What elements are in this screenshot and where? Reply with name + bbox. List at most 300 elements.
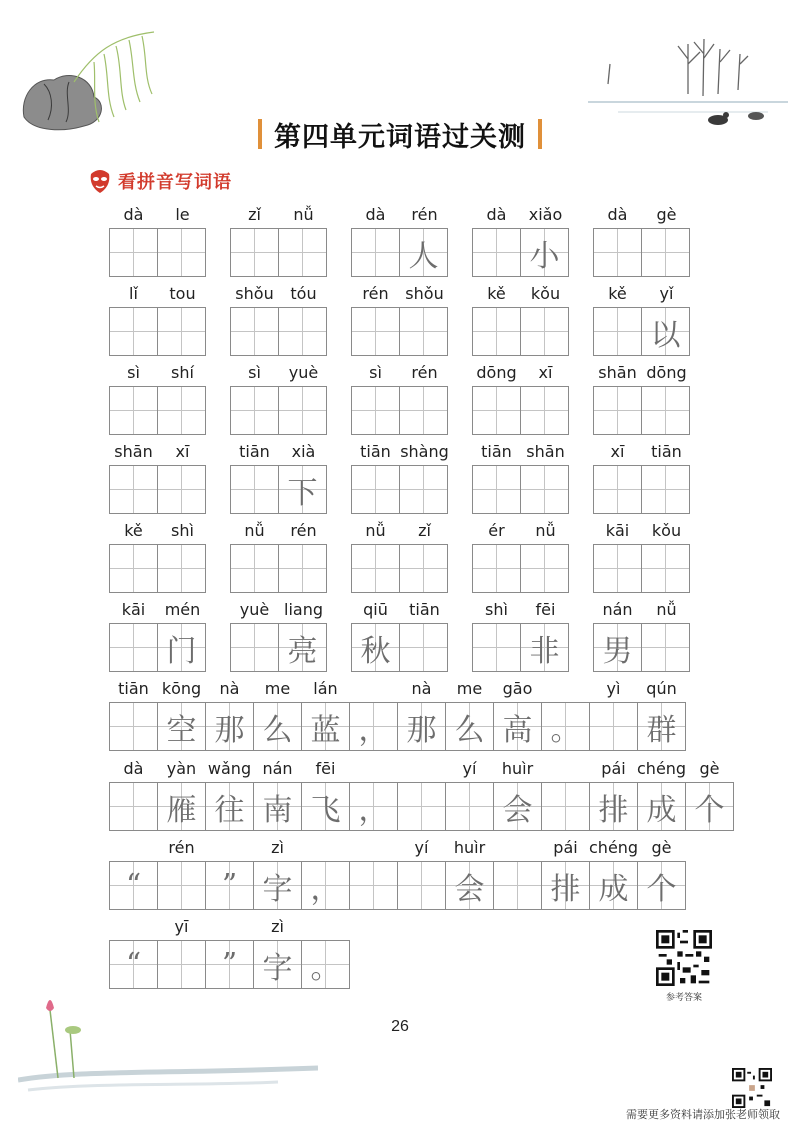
pinyin-syllable: pái bbox=[553, 838, 578, 857]
pinyin-row bbox=[472, 599, 570, 623]
pinyin-row bbox=[351, 283, 449, 307]
hint-character: 那 bbox=[214, 712, 245, 748]
hint-character bbox=[446, 783, 493, 830]
pinyin-syllable: dà bbox=[607, 205, 628, 224]
writing-box[interactable] bbox=[493, 861, 542, 910]
pinyin-row bbox=[109, 441, 207, 465]
writing-box[interactable] bbox=[230, 307, 279, 356]
writing-box[interactable] bbox=[205, 782, 254, 831]
hint-character: 么 bbox=[454, 712, 485, 748]
pinyin-syllable: shǒu bbox=[235, 284, 274, 303]
pinyin-syllable: tiān bbox=[118, 679, 149, 698]
pinyin-syllable: ér bbox=[488, 521, 505, 540]
pinyin-syllable: chéng bbox=[589, 838, 639, 857]
hint-character bbox=[231, 624, 278, 671]
writing-box[interactable] bbox=[399, 228, 448, 277]
hint-character bbox=[642, 545, 689, 592]
word-item bbox=[109, 520, 207, 544]
writing-box[interactable] bbox=[205, 861, 254, 910]
writing-box[interactable] bbox=[541, 861, 590, 910]
writing-box[interactable] bbox=[472, 228, 521, 277]
writing-box[interactable] bbox=[399, 386, 448, 435]
writing-box[interactable] bbox=[109, 861, 158, 910]
writing-box[interactable] bbox=[253, 702, 302, 751]
pinyin-syllable: kōng bbox=[161, 679, 202, 698]
pinyin-syllable: me bbox=[264, 679, 291, 698]
word-item bbox=[593, 362, 691, 386]
writing-box[interactable] bbox=[589, 861, 638, 910]
writing-box[interactable] bbox=[641, 465, 690, 514]
hint-character bbox=[158, 229, 205, 276]
hint-character bbox=[279, 308, 326, 355]
writing-box[interactable] bbox=[157, 623, 206, 672]
pinyin-row bbox=[230, 599, 328, 623]
writing-box[interactable] bbox=[157, 465, 206, 514]
writing-box[interactable] bbox=[593, 465, 642, 514]
writing-box[interactable] bbox=[637, 782, 686, 831]
pinyin-syllable: yàn bbox=[166, 759, 197, 778]
writing-box[interactable] bbox=[593, 228, 642, 277]
hint-character bbox=[110, 308, 157, 355]
pinyin-syllable: rén bbox=[290, 521, 317, 540]
writing-box[interactable] bbox=[109, 228, 158, 277]
footer-note: 需要更多资料请添加张老师领取 bbox=[626, 1108, 780, 1121]
pinyin-syllable: fēi bbox=[315, 759, 336, 778]
writing-box[interactable] bbox=[349, 861, 398, 910]
hint-character: 字 bbox=[262, 871, 293, 907]
pinyin-syllable: yí bbox=[462, 759, 477, 778]
hint-character bbox=[473, 308, 520, 355]
pinyin-row bbox=[593, 599, 691, 623]
hint-character bbox=[110, 624, 157, 671]
writing-box[interactable] bbox=[493, 782, 542, 831]
writing-box[interactable] bbox=[351, 228, 400, 277]
writing-box[interactable] bbox=[493, 702, 542, 751]
writing-box[interactable] bbox=[637, 702, 686, 751]
writing-box[interactable] bbox=[230, 623, 279, 672]
pinyin-row bbox=[230, 441, 328, 465]
writing-box[interactable] bbox=[445, 702, 494, 751]
writing-box[interactable] bbox=[109, 544, 158, 593]
hint-character: 以 bbox=[650, 317, 681, 353]
pinyin-syllable: sì bbox=[248, 363, 261, 382]
pinyin-syllable: tiān bbox=[360, 442, 391, 461]
pinyin-syllable: gè bbox=[699, 759, 720, 778]
pinyin-syllable: dà bbox=[486, 205, 507, 224]
hint-character: 雁 bbox=[166, 792, 197, 828]
word-item bbox=[109, 441, 207, 465]
pinyin-syllable: yǐ bbox=[659, 284, 674, 303]
hint-character bbox=[594, 308, 641, 355]
pinyin-syllable: gāo bbox=[502, 679, 533, 698]
writing-box[interactable] bbox=[399, 465, 448, 514]
writing-box[interactable] bbox=[472, 465, 521, 514]
hint-character bbox=[473, 624, 520, 671]
pinyin-row bbox=[230, 204, 328, 228]
pinyin-row bbox=[593, 441, 691, 465]
pinyin-row bbox=[351, 204, 449, 228]
word-item bbox=[109, 283, 207, 307]
hint-character: 么 bbox=[262, 712, 293, 748]
hint-character: 男 bbox=[602, 633, 633, 669]
writing-box[interactable] bbox=[278, 386, 327, 435]
hint-character bbox=[400, 387, 447, 434]
writing-box[interactable] bbox=[253, 782, 302, 831]
hint-character bbox=[158, 387, 205, 434]
hint-character: 亮 bbox=[287, 633, 318, 669]
hint-character bbox=[473, 466, 520, 513]
writing-box[interactable] bbox=[520, 623, 569, 672]
writing-box[interactable] bbox=[230, 465, 279, 514]
writing-box[interactable] bbox=[641, 386, 690, 435]
answer-qr-code[interactable] bbox=[656, 930, 712, 986]
pinyin-syllable: shān bbox=[526, 442, 565, 461]
hint-character bbox=[594, 229, 641, 276]
writing-box[interactable] bbox=[109, 307, 158, 356]
writing-box[interactable] bbox=[157, 228, 206, 277]
hint-character: 那 bbox=[406, 712, 437, 748]
writing-box[interactable] bbox=[109, 623, 158, 672]
word-item bbox=[230, 283, 328, 307]
writing-box[interactable] bbox=[397, 702, 446, 751]
writing-box[interactable] bbox=[593, 544, 642, 593]
writing-box[interactable] bbox=[593, 623, 642, 672]
writing-box[interactable] bbox=[157, 861, 206, 910]
writing-box[interactable] bbox=[109, 702, 158, 751]
hint-character bbox=[594, 387, 641, 434]
hint-character: 群 bbox=[646, 712, 677, 748]
writing-box[interactable] bbox=[301, 782, 350, 831]
pinyin-syllable: sì bbox=[127, 363, 140, 382]
hint-character bbox=[279, 387, 326, 434]
pinyin-syllable: nǚ bbox=[293, 205, 314, 224]
pinyin-syllable: dà bbox=[365, 205, 386, 224]
hint-character bbox=[494, 862, 541, 909]
hint-character: 个 bbox=[694, 792, 725, 828]
hint-character bbox=[110, 783, 157, 830]
pinyin-syllable: rén bbox=[168, 838, 195, 857]
writing-box[interactable] bbox=[641, 623, 690, 672]
word-item bbox=[472, 441, 570, 465]
writing-box[interactable] bbox=[641, 544, 690, 593]
hint-character bbox=[521, 387, 568, 434]
pinyin-row bbox=[109, 362, 207, 386]
pinyin-syllable: nǚ bbox=[535, 521, 556, 540]
hint-character bbox=[400, 466, 447, 513]
writing-box[interactable] bbox=[301, 940, 350, 989]
hint-character bbox=[542, 783, 589, 830]
pinyin-syllable: yuè bbox=[239, 600, 270, 619]
writing-box[interactable] bbox=[157, 544, 206, 593]
pinyin-row bbox=[109, 204, 207, 228]
section-header bbox=[88, 166, 232, 196]
writing-box[interactable] bbox=[157, 307, 206, 356]
hint-character: 。 bbox=[310, 950, 341, 986]
writing-box[interactable] bbox=[109, 465, 158, 514]
writing-box[interactable] bbox=[541, 782, 590, 831]
pinyin-syllable: gè bbox=[656, 205, 677, 224]
writing-box[interactable] bbox=[541, 702, 590, 751]
title-area bbox=[0, 112, 800, 156]
writing-box[interactable] bbox=[205, 940, 254, 989]
writing-box[interactable] bbox=[397, 782, 446, 831]
pinyin-syllable: nán bbox=[602, 600, 633, 619]
title-bar-right bbox=[538, 119, 542, 149]
word-item bbox=[472, 283, 570, 307]
word-item bbox=[593, 599, 691, 669]
pinyin-syllable: fēi bbox=[535, 600, 556, 619]
hint-character bbox=[231, 387, 278, 434]
writing-box[interactable] bbox=[589, 702, 638, 751]
hint-character: 成 bbox=[598, 871, 629, 907]
writing-box[interactable] bbox=[589, 782, 638, 831]
pinyin-row bbox=[593, 362, 691, 386]
writing-box[interactable] bbox=[637, 861, 686, 910]
hint-character bbox=[400, 624, 447, 671]
pinyin-row bbox=[109, 283, 207, 307]
hint-character: 排 bbox=[598, 792, 629, 828]
hint-character bbox=[473, 387, 520, 434]
writing-box[interactable] bbox=[157, 782, 206, 831]
hint-character bbox=[231, 466, 278, 513]
pinyin-syllable: wǎng bbox=[207, 759, 252, 778]
pinyin-syllable: shì bbox=[485, 600, 508, 619]
writing-box[interactable] bbox=[445, 861, 494, 910]
hint-character: 飞 bbox=[310, 792, 341, 828]
hint-character: 人 bbox=[408, 238, 439, 274]
writing-box[interactable] bbox=[253, 861, 302, 910]
pinyin-syllable: nǚ bbox=[656, 600, 677, 619]
hint-character bbox=[400, 308, 447, 355]
writing-box[interactable] bbox=[397, 861, 446, 910]
hint-character bbox=[398, 862, 445, 909]
hint-character bbox=[352, 387, 399, 434]
writing-box[interactable] bbox=[253, 940, 302, 989]
writing-box[interactable] bbox=[399, 544, 448, 593]
writing-box[interactable] bbox=[520, 465, 569, 514]
pinyin-syllable: xiǎo bbox=[528, 205, 563, 224]
pinyin-row bbox=[593, 204, 691, 228]
writing-box[interactable] bbox=[278, 307, 327, 356]
hint-character bbox=[398, 783, 445, 830]
word-item bbox=[472, 520, 570, 544]
writing-box[interactable] bbox=[351, 623, 400, 672]
writing-box[interactable] bbox=[109, 782, 158, 831]
hint-character: ” bbox=[221, 947, 238, 982]
pinyin-syllable: tiān bbox=[651, 442, 682, 461]
word-item bbox=[230, 204, 328, 228]
pinyin-syllable: nǚ bbox=[365, 521, 386, 540]
word-item bbox=[472, 599, 570, 669]
pinyin-syllable: kě bbox=[487, 284, 506, 303]
word-item bbox=[230, 362, 328, 386]
hint-character: 会 bbox=[502, 792, 533, 828]
hint-character bbox=[110, 703, 157, 750]
writing-box[interactable] bbox=[472, 544, 521, 593]
pinyin-syllable: zǐ bbox=[418, 521, 431, 540]
writing-box[interactable] bbox=[399, 307, 448, 356]
writing-box[interactable] bbox=[351, 465, 400, 514]
word-item bbox=[351, 362, 449, 386]
writing-box[interactable] bbox=[641, 228, 690, 277]
writing-box[interactable] bbox=[157, 386, 206, 435]
writing-box[interactable] bbox=[520, 544, 569, 593]
writing-box[interactable] bbox=[520, 307, 569, 356]
pinyin-syllable: xià bbox=[291, 442, 316, 461]
writing-box[interactable] bbox=[593, 307, 642, 356]
pinyin-syllable: xī bbox=[175, 442, 190, 461]
hint-character bbox=[110, 545, 157, 592]
hint-character bbox=[521, 308, 568, 355]
word-item bbox=[109, 204, 207, 228]
writing-box[interactable] bbox=[399, 623, 448, 672]
writing-box[interactable] bbox=[351, 307, 400, 356]
word-item bbox=[351, 204, 449, 274]
pinyin-syllable: lǐ bbox=[129, 284, 138, 303]
hint-character bbox=[473, 229, 520, 276]
writing-box[interactable] bbox=[109, 940, 158, 989]
word-item bbox=[109, 599, 207, 669]
word-item bbox=[230, 599, 328, 669]
hint-character: 空 bbox=[166, 712, 197, 748]
pinyin-syllable: nà bbox=[219, 679, 240, 698]
hint-character bbox=[158, 308, 205, 355]
hint-character bbox=[352, 545, 399, 592]
hint-character bbox=[642, 229, 689, 276]
pinyin-syllable: nǚ bbox=[244, 521, 265, 540]
hint-character: 高 bbox=[502, 712, 533, 748]
writing-box[interactable] bbox=[230, 386, 279, 435]
pinyin-syllable: rén bbox=[411, 205, 438, 224]
pinyin-row bbox=[472, 362, 570, 386]
pinyin-syllable: shàng bbox=[400, 442, 449, 461]
writing-box[interactable] bbox=[230, 544, 279, 593]
writing-box[interactable] bbox=[349, 702, 398, 751]
pinyin-syllable: tiān bbox=[239, 442, 270, 461]
pinyin-syllable: xī bbox=[538, 363, 553, 382]
pinyin-row bbox=[351, 599, 449, 623]
pinyin-syllable: mén bbox=[164, 600, 201, 619]
word-item bbox=[351, 599, 449, 669]
writing-box[interactable] bbox=[472, 623, 521, 672]
hint-character bbox=[473, 545, 520, 592]
pinyin-syllable: qún bbox=[646, 679, 677, 698]
hint-character bbox=[110, 387, 157, 434]
hint-character bbox=[158, 466, 205, 513]
writing-box[interactable] bbox=[278, 465, 327, 514]
writing-box[interactable] bbox=[351, 544, 400, 593]
pinyin-syllable: shǒu bbox=[405, 284, 444, 303]
pinyin-syllable: sì bbox=[369, 363, 382, 382]
hint-character bbox=[158, 862, 205, 909]
pinyin-row bbox=[351, 520, 449, 544]
writing-box[interactable] bbox=[685, 782, 734, 831]
writing-box[interactable] bbox=[593, 386, 642, 435]
hint-character bbox=[231, 308, 278, 355]
word-item bbox=[472, 362, 570, 386]
pinyin-syllable: zì bbox=[271, 838, 284, 857]
writing-box[interactable] bbox=[520, 386, 569, 435]
pinyin-row bbox=[351, 362, 449, 386]
writing-box[interactable] bbox=[641, 307, 690, 356]
word-item bbox=[230, 441, 328, 511]
word-item bbox=[351, 520, 449, 544]
writing-box[interactable] bbox=[157, 702, 206, 751]
hint-character: 成 bbox=[646, 792, 677, 828]
writing-box[interactable] bbox=[109, 386, 158, 435]
writing-box[interactable] bbox=[472, 307, 521, 356]
writing-box[interactable] bbox=[520, 228, 569, 277]
hint-character bbox=[350, 862, 397, 909]
hint-character: ” bbox=[221, 868, 238, 903]
answer-qr-label: 参考答案 bbox=[665, 993, 702, 1003]
writing-box[interactable] bbox=[301, 861, 350, 910]
writing-box[interactable] bbox=[472, 386, 521, 435]
pinyin-syllable: rén bbox=[411, 363, 438, 382]
pinyin-syllable: dà bbox=[123, 759, 144, 778]
word-item bbox=[230, 520, 328, 544]
pinyin-syllable: yì bbox=[606, 679, 621, 698]
pinyin-syllable: dōng bbox=[476, 363, 517, 382]
writing-box[interactable] bbox=[278, 228, 327, 277]
word-item bbox=[593, 520, 691, 544]
writing-box[interactable] bbox=[301, 702, 350, 751]
writing-box[interactable] bbox=[278, 623, 327, 672]
hint-character bbox=[352, 466, 399, 513]
writing-box[interactable] bbox=[157, 940, 206, 989]
hint-character: 字 bbox=[262, 950, 293, 986]
writing-box[interactable] bbox=[205, 702, 254, 751]
footer-qr-code[interactable] bbox=[732, 1068, 772, 1108]
writing-box[interactable] bbox=[278, 544, 327, 593]
hint-character: 。 bbox=[550, 712, 581, 748]
pinyin-syllable: me bbox=[456, 679, 483, 698]
word-item bbox=[472, 204, 570, 274]
pinyin-syllable: chéng bbox=[637, 759, 687, 778]
writing-box[interactable] bbox=[349, 782, 398, 831]
pinyin-syllable: shí bbox=[171, 363, 194, 382]
writing-box[interactable] bbox=[230, 228, 279, 277]
title-bar-left bbox=[258, 119, 262, 149]
hint-character bbox=[642, 387, 689, 434]
hint-character bbox=[521, 466, 568, 513]
pinyin-row bbox=[230, 283, 328, 307]
writing-box[interactable] bbox=[445, 782, 494, 831]
pinyin-syllable: huìr bbox=[501, 759, 534, 778]
pinyin-syllable: kě bbox=[608, 284, 627, 303]
section-label: 看拼音写词语 bbox=[118, 172, 232, 193]
pinyin-syllable: dà bbox=[123, 205, 144, 224]
hint-character: 非 bbox=[529, 633, 560, 669]
pinyin-row bbox=[472, 283, 570, 307]
hint-character: 个 bbox=[646, 871, 677, 907]
pinyin-syllable: pái bbox=[601, 759, 626, 778]
hint-character: 下 bbox=[287, 475, 318, 511]
pinyin-syllable: kǒu bbox=[651, 521, 682, 540]
hint-character bbox=[279, 229, 326, 276]
hint-character bbox=[594, 545, 641, 592]
pinyin-syllable: kǒu bbox=[530, 284, 561, 303]
pinyin-syllable: tiān bbox=[409, 600, 440, 619]
hint-character bbox=[521, 545, 568, 592]
pinyin-row bbox=[351, 441, 449, 465]
pinyin-syllable: shān bbox=[114, 442, 153, 461]
pinyin-syllable: nán bbox=[262, 759, 293, 778]
hint-character bbox=[279, 545, 326, 592]
pinyin-syllable: tou bbox=[169, 284, 196, 303]
writing-box[interactable] bbox=[351, 386, 400, 435]
hint-character: 蓝 bbox=[310, 712, 341, 748]
